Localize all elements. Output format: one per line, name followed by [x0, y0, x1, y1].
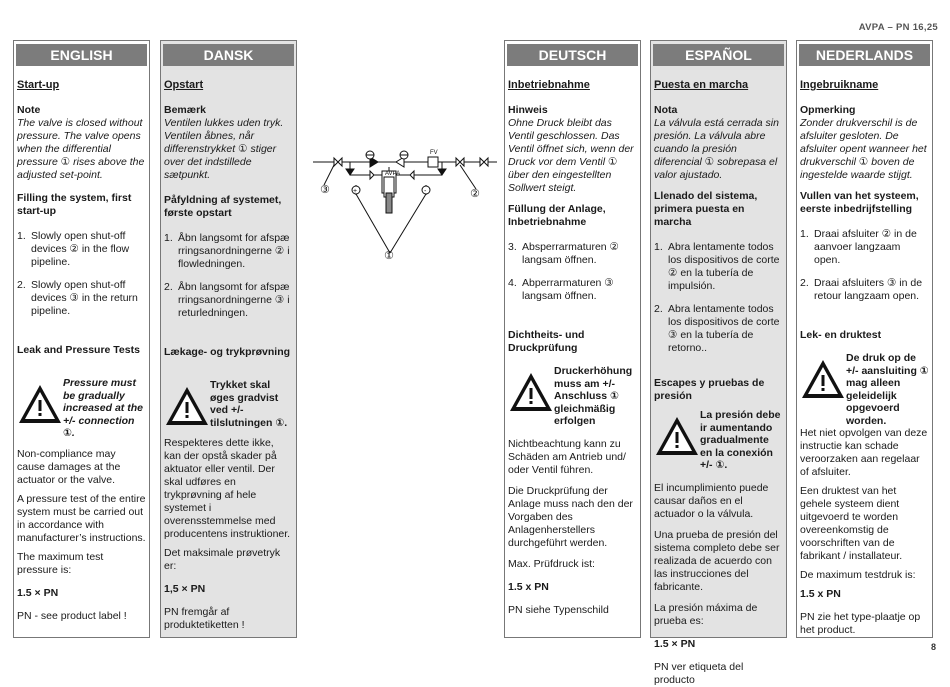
warning-icon — [508, 371, 554, 413]
column-header: ESPAÑOL — [653, 44, 784, 66]
note-text: Ohne Druck bleibt das Ventil geschlossen. Das Ventil öffnet sich, wenn der Druck vor dem Ventil ① über den eingestellten Sollwert steigt. — [508, 117, 634, 194]
column-espanol — [650, 40, 787, 686]
pn-note: PN - see product label ! — [17, 609, 127, 622]
max-pressure-label: De maximum testdruk is: — [800, 569, 916, 581]
warning-block — [17, 377, 146, 440]
warning-block — [508, 365, 637, 428]
page-header: AVPA – PN 16,25 — [858, 22, 938, 33]
note-label: Note — [17, 104, 41, 116]
note-text: Zonder drukverschil is de afsluiter gesloten. De afsluiter opent wanneer het drukverschil ① boven de ingestelde waarde stijgt. — [800, 117, 927, 181]
leak-heading: Lækage- og trykprøvning — [164, 346, 291, 358]
column-header: NEDERLANDS — [799, 44, 930, 66]
section-title: Puesta en marcha — [654, 79, 749, 91]
column-header: DANSK — [163, 44, 294, 66]
pressure-test-text: A pressure test of the entire system must be carried out in accordance with manufacturer’s instructions. — [17, 492, 146, 544]
steps-list — [17, 230, 146, 318]
noncompliance-text: Respekteres dette ikke, kan der opstå skader på aktuator eller ventil. Der skal udføres en trykprøvning af hele systemet i overensstemmelse med producentens instruktioner. — [164, 437, 291, 540]
pn-note: PN zie het type-plaatje op het product. — [800, 611, 921, 636]
list-item: 2. Slowly open shut-off devices ③ in the return pipeline. — [17, 279, 138, 317]
warning-block — [164, 379, 293, 429]
note-text: The valve is closed without pressure. The valve opens when the differential pressure ① rises above the adjusted set-point. — [17, 117, 145, 181]
noncompliance-text: El incumplimiento puede causar daños en el actuador o la válvula. — [654, 481, 769, 520]
filling-heading: Füllung der Anlage, Inbetriebnahme — [508, 203, 606, 228]
max-pressure-value: 1.5 × PN — [17, 586, 59, 599]
warning-block — [800, 352, 929, 427]
column-deutsch — [504, 40, 641, 638]
filling-heading: Vullen van het systeem, eerste inbedrijfstelling — [800, 190, 919, 215]
diagram-minus: - — [424, 188, 427, 195]
pn-note: PN siehe Typenschild — [508, 603, 609, 616]
steps-list — [800, 228, 929, 303]
list-item: 1. Abra lentamente todos los dispositivos de corte ② en la tubería de impulsión. — [654, 241, 780, 292]
max-pressure-label: Max. Prüfdruck ist: — [508, 557, 595, 570]
list-item: 3. Absperrarmaturen ② langsam öffnen. — [508, 241, 619, 266]
max-pressure-label: La presión máxima de prueba es: — [654, 601, 758, 627]
list-item: 1. Draai afsluiter ② in de aanvoer langzaam open. — [800, 228, 917, 266]
warning-icon — [164, 385, 210, 427]
pn-note: PN fremgår af produktetiketten ! — [164, 606, 245, 631]
warning-text: Trykket skal øges gradvist ved +/- tilslutningen ①. — [210, 379, 288, 429]
note-label: Nota — [654, 104, 678, 116]
note-label: Hinweis — [508, 104, 548, 116]
max-pressure-value: 1.5 × PN — [654, 637, 696, 650]
diagram-marker-2: ② — [470, 188, 480, 200]
warning-block — [654, 409, 783, 472]
leak-heading: Leak and Pressure Tests — [17, 344, 140, 356]
list-item: 2. Abra lentamente todos los dispositivos de corte ③ en la tubería de retorno.. — [654, 303, 780, 354]
diagram-label-avpa: AVPA — [385, 171, 401, 177]
page-number: 8 — [930, 642, 936, 652]
filling-heading: Llenado del sistema, primera puesta en marcha — [654, 190, 758, 228]
section-title: Start-up — [17, 79, 60, 91]
warning-text: La presión debe ir aumentando gradualmente en la conexión +/- ①. — [700, 409, 781, 471]
diagram-marker-1: ① — [384, 250, 394, 262]
warning-icon — [17, 383, 63, 425]
warning-text: De druk op de +/- aansluiting ① mag alleen geleidelijk opgevoerd worden. — [846, 352, 929, 427]
column-english — [13, 40, 150, 638]
pressure-test-text: Die Druckprüfung der Anlage muss nach den der Vorgaben des Anlagenherstellers durchgeführt werden. — [508, 484, 633, 549]
noncompliance-text: Het niet opvolgen van deze instructie kan schade veroorzaken aan regelaar of afsluiter. — [800, 427, 928, 478]
note-label: Bemærk — [164, 104, 207, 116]
steps-list — [508, 241, 637, 303]
max-pressure-value: 1.5 x PN — [508, 580, 549, 593]
steps-list — [654, 241, 783, 355]
leak-heading: Escapes y pruebas de presión — [654, 377, 765, 402]
column-header: ENGLISH — [16, 44, 147, 66]
column-dansk — [160, 40, 297, 638]
list-item: 1. Slowly open shut-off devices ② in the flow pipeline. — [17, 230, 130, 268]
warning-icon — [800, 358, 846, 400]
list-item: 4. Abperrarmaturen ③ langsam öffnen. — [508, 277, 614, 302]
warning-icon — [654, 415, 700, 457]
pressure-test-text: Una prueba de presión del sistema completo debe ser realizada de acuerdo con las instrucciones del fabricante. — [654, 528, 780, 593]
max-pressure-value: 1.5 x PN — [800, 588, 841, 600]
note-text: La válvula está cerrada sin presión. La válvula abre cuando la presión diferencial ① sobrepasa el valor ajustado. — [654, 117, 779, 181]
diagram-plus: + — [353, 188, 358, 195]
list-item: 1. Åbn langsomt for afspæ rringsanordningerne ② i flowledningen. — [164, 232, 290, 270]
section-title: Inbetriebnahme — [508, 79, 590, 91]
leak-heading: Lek- en druktest — [800, 329, 882, 341]
list-item: 2. Åbn langsomt for afspæ rringsanordningerne ③ i returledningen. — [164, 281, 290, 319]
diagram-label-fv: FV — [430, 150, 438, 156]
max-pressure-value: 1,5 × PN — [164, 583, 206, 595]
note-label: Opmerking — [800, 104, 856, 116]
steps-list — [164, 232, 293, 320]
leak-heading: Dichtheits- und Druckprüfung — [508, 329, 585, 354]
diagram-marker-3: ③ — [320, 184, 330, 196]
filling-heading: Filling the system, first start-up — [17, 192, 132, 217]
noncompliance-text: Non-compliance may cause damages at the actuator or the valve. — [17, 447, 121, 486]
column-nederlands — [796, 40, 933, 638]
pn-note: PN ver etiqueta del producto — [654, 660, 744, 686]
filling-heading: Påfyldning af systemet, første opstart — [164, 194, 282, 219]
section-title: Opstart — [164, 79, 204, 91]
column-header: DEUTSCH — [507, 44, 638, 66]
pressure-test-text: Een druktest van het gehele systeem dient uitgevoerd te worden overeenkomstig de voorschriften van de fabrikant / installateur. — [800, 485, 903, 562]
noncompliance-text: Nichtbeachtung kann zu Schäden am Antrieb und/ oder Ventil führen. — [508, 437, 626, 476]
valve-installation-diagram — [310, 145, 500, 265]
list-item: 2. Draai afsluiters ③ in de retour langzaam open. — [800, 277, 923, 302]
section-title: Ingebruikname — [800, 79, 879, 91]
max-pressure-label: Det maksimale prøvetryk er: — [164, 547, 281, 572]
max-pressure-label: The maximum test pressure is: — [17, 550, 104, 576]
note-text: Ventilen lukkes uden tryk. Ventilen åbnes, når differenstrykket ① stiger over det indstillede sætpunkt. — [164, 117, 284, 181]
warning-text: Pressure must be gradually increased at the +/- connection ①. — [63, 377, 143, 439]
warning-text: Druckerhöhung muss am +/- Anschluss ① gleichmäßig erfolgen — [554, 365, 633, 427]
